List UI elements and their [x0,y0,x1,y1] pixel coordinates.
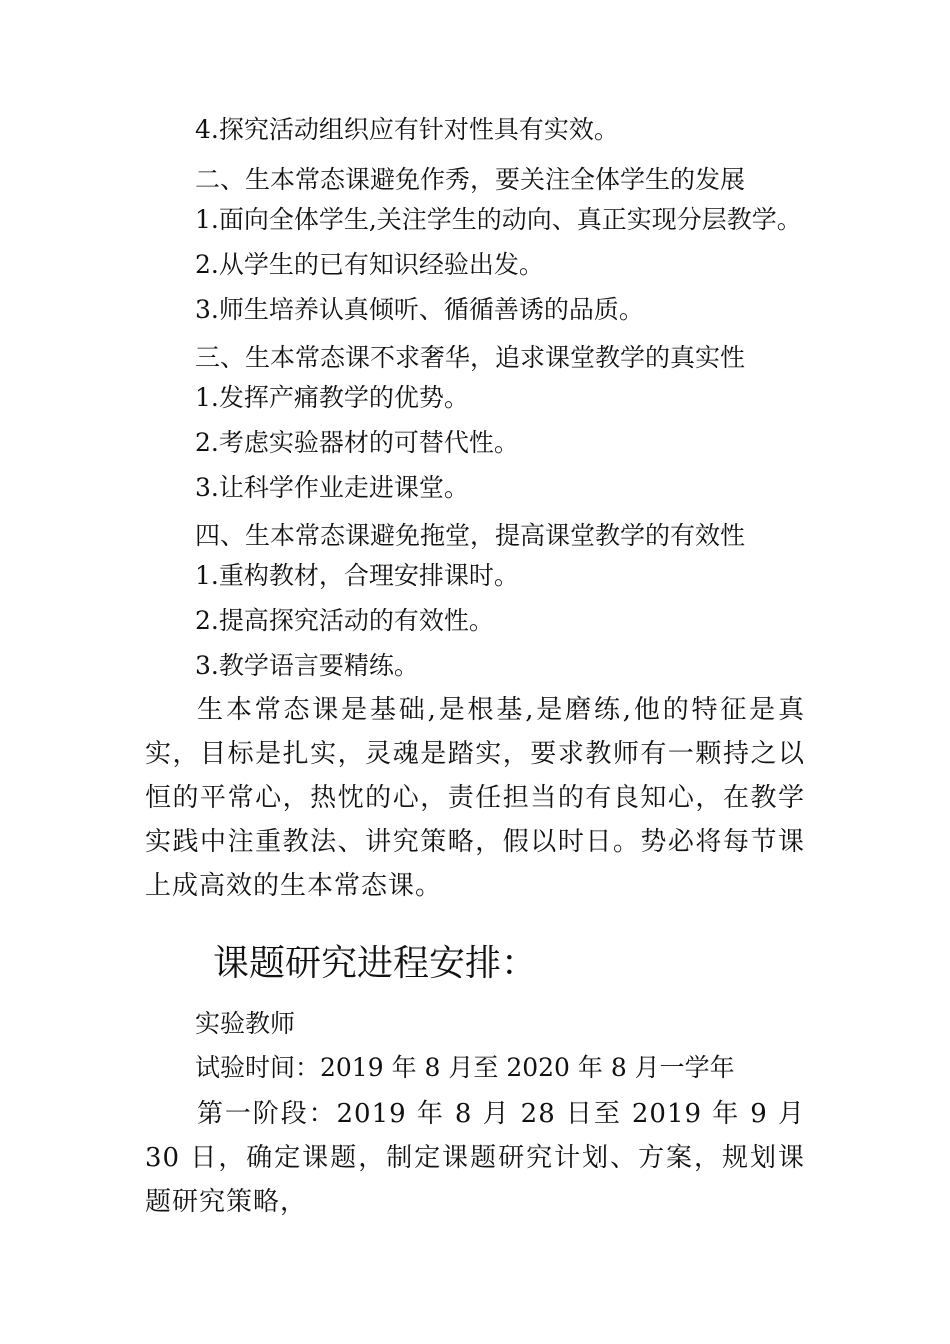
list-item-2-2: 2.从学生的已有知识经验出发。 [195,250,544,279]
list-item-3-1: 1.发挥产痛教学的优势。 [195,383,469,412]
section-heading-3: 三、生本常态课不求奢华，追求课堂教学的真实性 [195,343,746,372]
list-item-2-3: 3.师生培养认真倾听、循循善诱的品质。 [195,295,644,324]
summary-paragraph: 生本常态课是基础,是根基,是磨练,他的特征是真实，目标是扎实，灵魂是踏实，要求教师有一颗持之以恒的平常心，热忱的心，责任担当的有良知心，在教学实践中注重教法、讲究策略，假以时日。势必将每节课上成高效的生本常态课。 [145,695,805,901]
list-item-3-3: 3.让科学作业走进课堂。 [195,473,469,502]
section-heading-2: 二、生本常态课避免作秀，要关注全体学生的发展 [195,165,746,194]
experiment-teacher-label: 实验教师 [195,1009,296,1038]
list-item-3-2: 2.考虑实验器材的可替代性。 [195,428,519,457]
list-item-4-1: 1.重构教材，合理安排课时。 [195,561,519,590]
list-item-4-3: 3.教学语言要精练。 [195,651,419,680]
section-title: 课题研究进程安排： [213,943,538,984]
list-item-4-2: 2.提高探究活动的有效性。 [195,606,494,635]
list-item-2-1: 1.面向全体学生,关注学生的动向、真正实现分层教学。 [195,205,802,234]
stage-1-paragraph: 第一阶段：2019 年 8 月 28 日至 2019 年 9 月 30 日，确定课题，制定课题研究计划、方案，规划课题研究策略， [145,1099,805,1217]
experiment-period: 试验时间：2019 年 8 月至 2020 年 8 月一学年 [195,1053,735,1082]
list-item-4-targeted-activities: 4.探究活动组织应有针对性具有实效。 [195,115,619,144]
section-heading-4: 四、生本常态课避免拖堂，提高课堂教学的有效性 [195,521,746,550]
